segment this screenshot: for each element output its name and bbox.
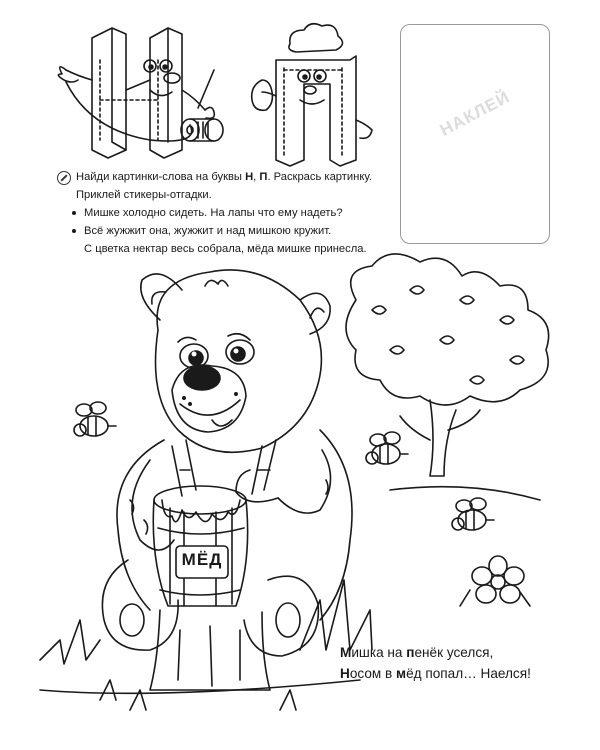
- sticker-label: НАКЛЕЙ: [436, 87, 513, 140]
- instructions: [58, 168, 398, 258]
- pencil-icon: [57, 171, 71, 185]
- bear-illustration: [102, 270, 352, 656]
- bee: [74, 402, 116, 436]
- riddle-item: Всё жужжит она, жужжит и над мишкою кружит.: [84, 222, 398, 240]
- letter-p-character: [252, 24, 372, 166]
- riddle-list: [58, 204, 398, 240]
- riddle-item: Мишке холодно сидеть. На лапы что ему надеть?: [84, 204, 398, 222]
- bee: [366, 432, 408, 464]
- poem-line-2: Носом в мёд попал… Наелся!: [340, 666, 531, 681]
- riddle-continuation: С цветка нектар весь собрала, мёда мишке принесла.: [84, 243, 367, 255]
- instruction-line-1: Найди картинки-слова на буквы Н, П. Раскрась картинку.: [76, 171, 372, 183]
- letter-n: Н: [245, 171, 254, 183]
- letter-n-character: [58, 28, 214, 158]
- barrel-label: МЁД: [181, 550, 223, 569]
- stump-and-grass: [40, 580, 372, 710]
- poem-line-1: Мишка на пенёк уселся,: [340, 645, 494, 660]
- poem: [340, 642, 590, 684]
- letter-p: П: [259, 171, 268, 183]
- sticker-box[interactable]: [400, 24, 550, 244]
- flower: [460, 556, 530, 606]
- instruction-line-2: Приклей стикеры-отгадки.: [76, 189, 212, 201]
- bee: [452, 498, 494, 530]
